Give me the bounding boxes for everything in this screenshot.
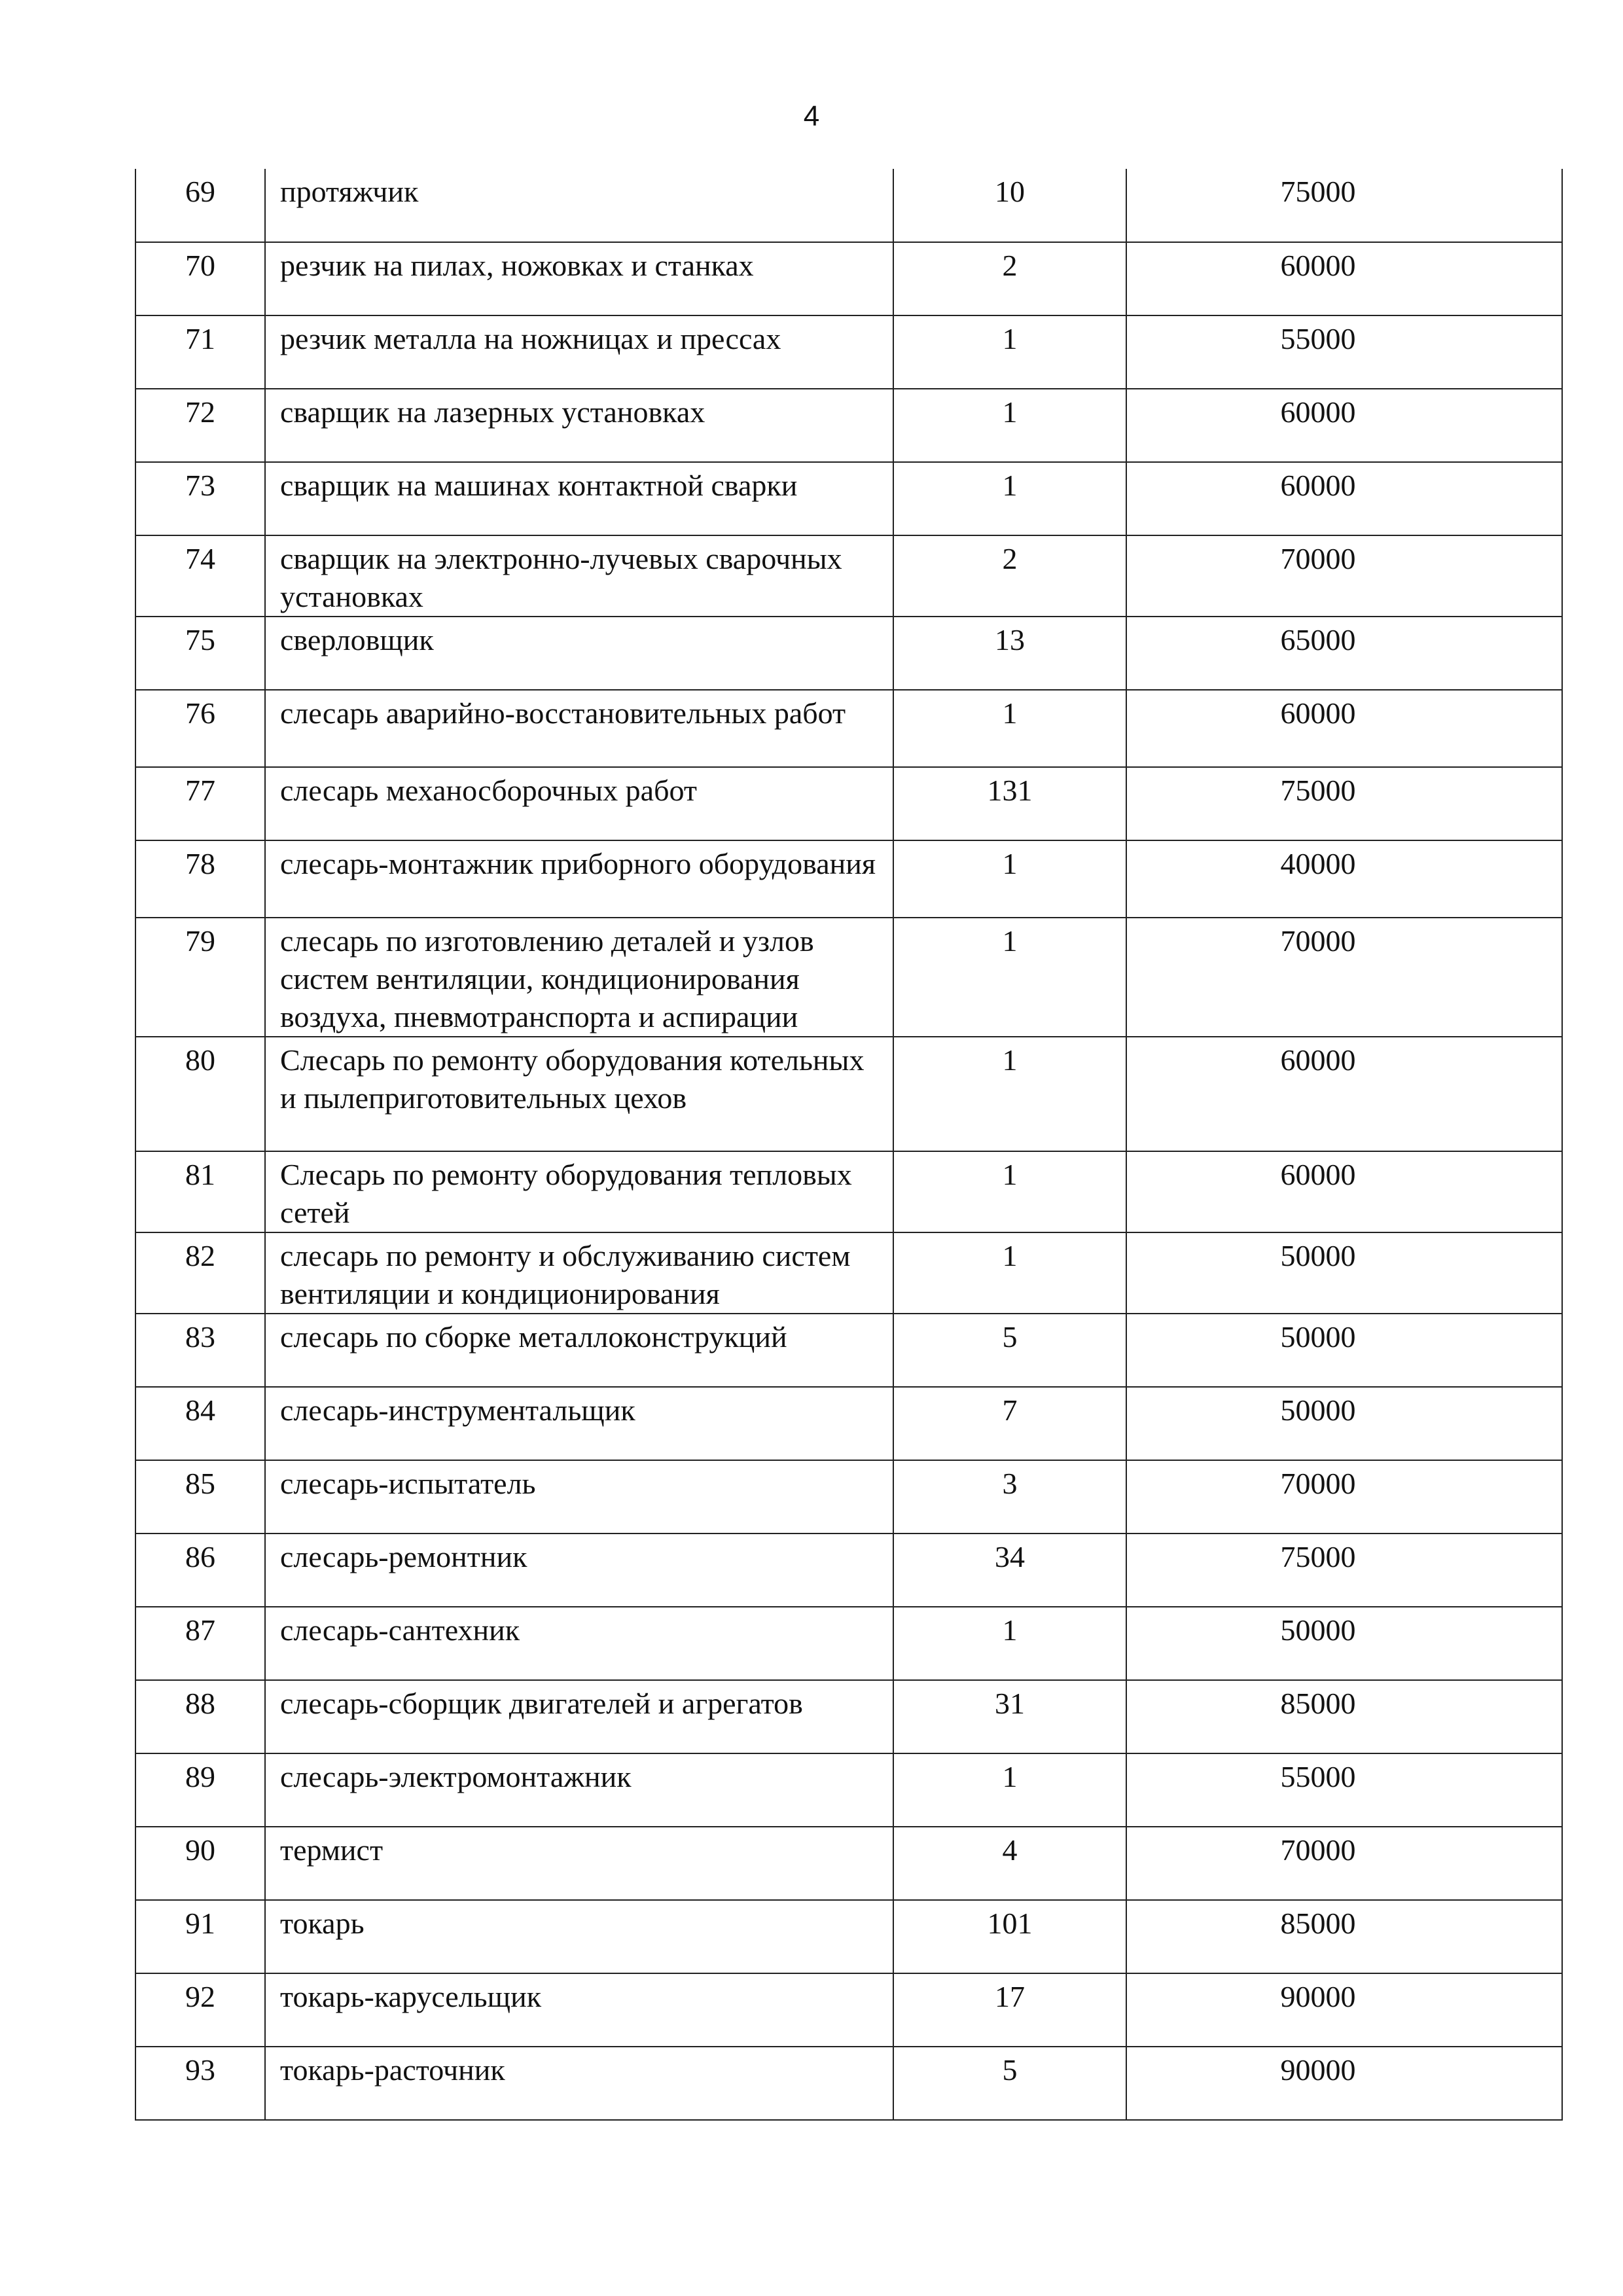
salary-cell: 50000 [1126, 1607, 1562, 1680]
profession-name-cell: резчик металла на ножницах и прессах [265, 315, 893, 389]
profession-name-cell: слесарь-сборщик двигателей и агрегатов [265, 1680, 893, 1753]
salary-cell: 60000 [1126, 1151, 1562, 1232]
table-row [135, 1037, 1562, 1151]
salary-cell: 75000 [1126, 767, 1562, 840]
row-number-cell: 86 [135, 1534, 265, 1607]
profession-name-cell: слесарь-ремонтник [265, 1534, 893, 1607]
profession-name-cell: сварщик на лазерных установках [265, 389, 893, 462]
salary-cell: 50000 [1126, 1232, 1562, 1314]
salary-cell: 70000 [1126, 535, 1562, 617]
salary-cell: 60000 [1126, 389, 1562, 462]
salary-cell: 70000 [1126, 1827, 1562, 1900]
salary-cell: 60000 [1126, 690, 1562, 767]
table-row [135, 1827, 1562, 1900]
salary-cell: 85000 [1126, 1680, 1562, 1753]
worker-count-cell: 1 [893, 1037, 1126, 1151]
table-row [135, 169, 1562, 242]
row-number-cell: 69 [135, 169, 265, 242]
profession-name-cell: резчик на пилах, ножовках и станках [265, 242, 893, 315]
table-row [135, 1607, 1562, 1680]
positions-table [135, 169, 1563, 2121]
worker-count-cell: 1 [893, 1607, 1126, 1680]
salary-cell: 55000 [1126, 1753, 1562, 1827]
profession-name-cell: сварщик на машинах контактной сварки [265, 462, 893, 535]
row-number-cell: 91 [135, 1900, 265, 1973]
worker-count-cell: 101 [893, 1900, 1126, 1973]
profession-name-cell: слесарь-испытатель [265, 1460, 893, 1534]
salary-cell: 70000 [1126, 1460, 1562, 1534]
profession-name-cell: Слесарь по ремонту оборудования котельных и пылеприготовительных цехов [265, 1037, 893, 1151]
profession-name-cell: слесарь-сантехник [265, 1607, 893, 1680]
table-row [135, 690, 1562, 767]
profession-name-cell: слесарь по ремонту и обслуживанию систем вентиляции и кондиционирования [265, 1232, 893, 1314]
worker-count-cell: 1 [893, 840, 1126, 918]
row-number-cell: 77 [135, 767, 265, 840]
row-number-cell: 82 [135, 1232, 265, 1314]
table-row [135, 767, 1562, 840]
salary-cell: 60000 [1126, 462, 1562, 535]
table-row [135, 1973, 1562, 2047]
row-number-cell: 81 [135, 1151, 265, 1232]
row-number-cell: 85 [135, 1460, 265, 1534]
table-row [135, 535, 1562, 617]
row-number-cell: 88 [135, 1680, 265, 1753]
worker-count-cell: 1 [893, 918, 1126, 1037]
profession-name-cell: токарь [265, 1900, 893, 1973]
row-number-cell: 71 [135, 315, 265, 389]
worker-count-cell: 1 [893, 389, 1126, 462]
row-number-cell: 75 [135, 617, 265, 690]
profession-name-cell: слесарь по сборке металлоконструкций [265, 1314, 893, 1387]
page-number: 4 [803, 100, 820, 132]
worker-count-cell: 1 [893, 1151, 1126, 1232]
table-row [135, 918, 1562, 1037]
profession-name-cell: слесарь-монтажник приборного оборудования [265, 840, 893, 918]
salary-cell: 65000 [1126, 617, 1562, 690]
profession-name-cell: слесарь-электромонтажник [265, 1753, 893, 1827]
salary-cell: 70000 [1126, 918, 1562, 1037]
worker-count-cell: 1 [893, 1232, 1126, 1314]
table-row [135, 2047, 1562, 2120]
row-number-cell: 92 [135, 1973, 265, 2047]
salary-cell: 55000 [1126, 315, 1562, 389]
salary-cell: 60000 [1126, 242, 1562, 315]
salary-cell: 60000 [1126, 1037, 1562, 1151]
profession-name-cell: слесарь-инструментальщик [265, 1387, 893, 1460]
row-number-cell: 76 [135, 690, 265, 767]
row-number-cell: 87 [135, 1607, 265, 1680]
worker-count-cell: 10 [893, 169, 1126, 242]
row-number-cell: 89 [135, 1753, 265, 1827]
salary-cell: 85000 [1126, 1900, 1562, 1973]
worker-count-cell: 34 [893, 1534, 1126, 1607]
worker-count-cell: 3 [893, 1460, 1126, 1534]
worker-count-cell: 4 [893, 1827, 1126, 1900]
worker-count-cell: 2 [893, 535, 1126, 617]
worker-count-cell: 131 [893, 767, 1126, 840]
table-row [135, 1314, 1562, 1387]
profession-name-cell: слесарь по изготовлению деталей и узлов систем вентиляции, кондиционирования воздуха, пневмотранспорта и аспирации [265, 918, 893, 1037]
salary-cell: 90000 [1126, 1973, 1562, 2047]
table-row [135, 840, 1562, 918]
salary-cell: 90000 [1126, 2047, 1562, 2120]
table-row [135, 1753, 1562, 1827]
table-row [135, 389, 1562, 462]
profession-name-cell: сварщик на электронно-лучевых сварочных установках [265, 535, 893, 617]
salary-cell: 50000 [1126, 1387, 1562, 1460]
worker-count-cell: 1 [893, 1753, 1126, 1827]
table-row [135, 242, 1562, 315]
row-number-cell: 93 [135, 2047, 265, 2120]
salary-cell: 75000 [1126, 169, 1562, 242]
row-number-cell: 70 [135, 242, 265, 315]
table-row [135, 1460, 1562, 1534]
row-number-cell: 79 [135, 918, 265, 1037]
worker-count-cell: 2 [893, 242, 1126, 315]
profession-name-cell: слесарь механосборочных работ [265, 767, 893, 840]
salary-cell: 75000 [1126, 1534, 1562, 1607]
table-row [135, 1534, 1562, 1607]
salary-cell: 50000 [1126, 1314, 1562, 1387]
row-number-cell: 74 [135, 535, 265, 617]
worker-count-cell: 1 [893, 690, 1126, 767]
table-row [135, 1900, 1562, 1973]
profession-name-cell: токарь-карусельщик [265, 1973, 893, 2047]
profession-name-cell: токарь-расточник [265, 2047, 893, 2120]
table-row [135, 1680, 1562, 1753]
profession-name-cell: сверловщик [265, 617, 893, 690]
table-row [135, 1151, 1562, 1232]
table-row [135, 1387, 1562, 1460]
worker-count-cell: 17 [893, 1973, 1126, 2047]
table-row [135, 1232, 1562, 1314]
row-number-cell: 90 [135, 1827, 265, 1900]
salary-cell: 40000 [1126, 840, 1562, 918]
row-number-cell: 83 [135, 1314, 265, 1387]
worker-count-cell: 1 [893, 462, 1126, 535]
worker-count-cell: 1 [893, 315, 1126, 389]
row-number-cell: 78 [135, 840, 265, 918]
worker-count-cell: 5 [893, 2047, 1126, 2120]
worker-count-cell: 31 [893, 1680, 1126, 1753]
worker-count-cell: 7 [893, 1387, 1126, 1460]
row-number-cell: 72 [135, 389, 265, 462]
worker-count-cell: 5 [893, 1314, 1126, 1387]
table-row [135, 315, 1562, 389]
row-number-cell: 80 [135, 1037, 265, 1151]
profession-name-cell: протяжчик [265, 169, 893, 242]
table-row [135, 617, 1562, 690]
table-row [135, 462, 1562, 535]
positions-table-body [135, 169, 1562, 2120]
profession-name-cell: Слесарь по ремонту оборудования тепловых сетей [265, 1151, 893, 1232]
worker-count-cell: 13 [893, 617, 1126, 690]
row-number-cell: 84 [135, 1387, 265, 1460]
profession-name-cell: термист [265, 1827, 893, 1900]
row-number-cell: 73 [135, 462, 265, 535]
profession-name-cell: слесарь аварийно-восстановительных работ [265, 690, 893, 767]
